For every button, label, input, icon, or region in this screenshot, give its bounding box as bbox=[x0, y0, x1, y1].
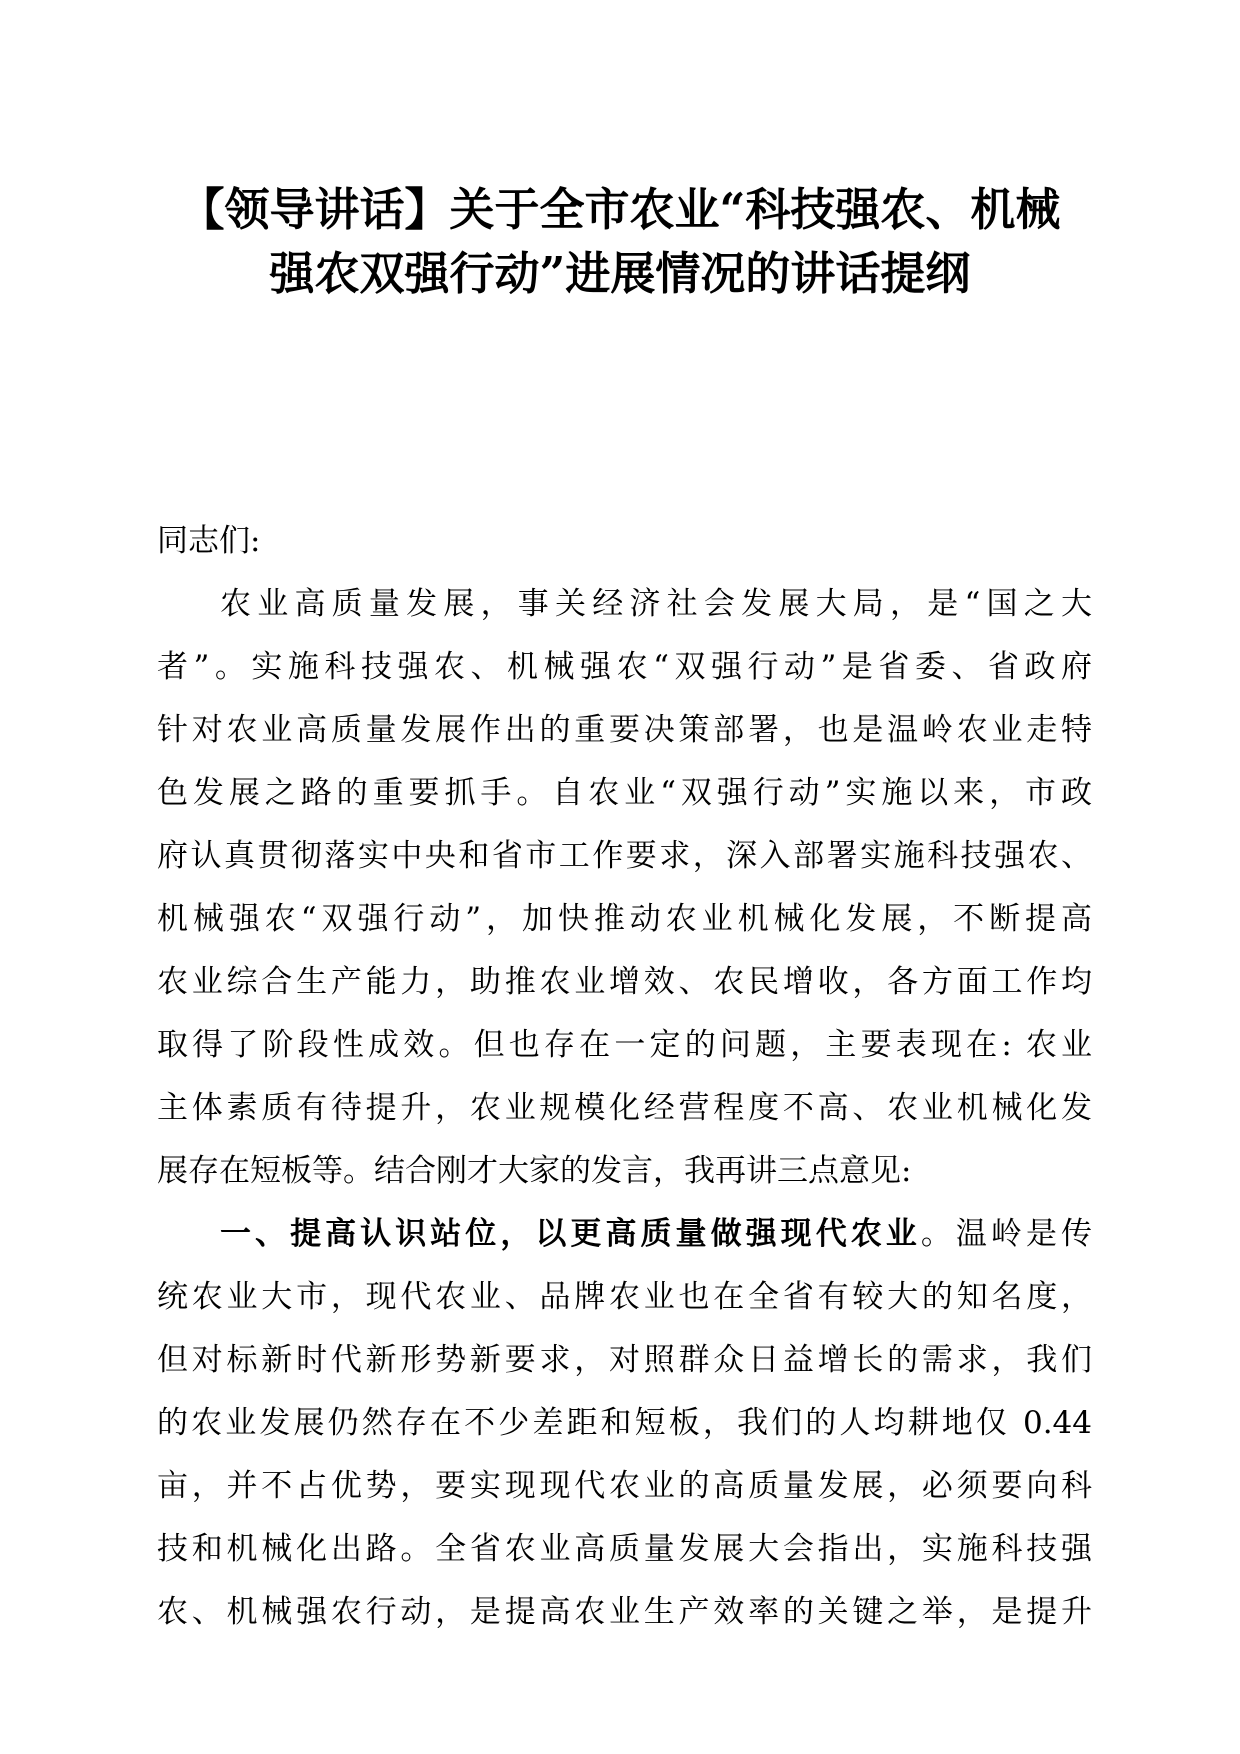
paragraph-line: 机械强农“双强行动”，加快推动农业机械化发展，不断提高 bbox=[157, 901, 1092, 937]
paragraph-line: 主体素质有待提升，农业规模化经营程度不高、农业机械化发 bbox=[157, 1090, 1092, 1126]
paragraph-line: 府认真贯彻落实中央和省市工作要求，深入部署实施科技强农、 bbox=[157, 838, 1092, 874]
paragraph-line: 展存在短板等。结合刚才大家的发言，我再讲三点意见: bbox=[157, 1153, 912, 1189]
paragraph-line: 技和机械化出路。全省农业高质量发展大会指出，实施科技强 bbox=[157, 1531, 1092, 1567]
paragraph-line: 亩，并不占优势，要实现现代农业的高质量发展，必须要向科 bbox=[157, 1468, 1092, 1504]
paragraph-line: 取得了阶段性成效。但也存在一定的问题，主要表现在: 农业 bbox=[157, 1027, 1092, 1063]
paragraph-intro bbox=[157, 573, 1092, 1203]
paragraph-line: 者”。实施科技强农、机械强农“双强行动”是省委、省政府 bbox=[157, 649, 1092, 685]
section-1 bbox=[157, 1203, 1092, 1644]
document-title bbox=[140, 178, 1100, 306]
paragraph-line: 的农业发展仍然存在不少差距和短板，我们的人均耕地仅 0.44 bbox=[157, 1405, 1092, 1441]
section-1-first-line bbox=[157, 1203, 1092, 1266]
title-line-2: 强农双强行动”进展情况的讲话提纲 bbox=[269, 247, 971, 300]
paragraph-line: 农业综合生产能力，助推农业增效、农民增收，各方面工作均 bbox=[157, 964, 1092, 1000]
paragraph-line: 针对农业高质量发展作出的重要决策部署，也是温岭农业走特 bbox=[157, 712, 1092, 748]
paragraph-line: 农、机械强农行动，是提高农业生产效率的关键之举，是提升 bbox=[157, 1594, 1092, 1630]
paragraph-line: 农业高质量发展，事关经济社会发展大局，是“国之大 bbox=[220, 586, 1092, 622]
section-1-first-line-rest: 。温岭是传 bbox=[920, 1216, 1092, 1252]
paragraph-line: 统农业大市，现代农业、品牌农业也在全省有较大的知名度， bbox=[157, 1279, 1092, 1315]
paragraph-line: 但对标新时代新形势新要求，对照群众日益增长的需求，我们 bbox=[157, 1342, 1092, 1378]
document-body bbox=[157, 510, 1092, 1644]
salutation: 同志们: bbox=[157, 523, 261, 559]
title-line-1: 【领导讲话】关于全市农业“科技强农、机械 bbox=[179, 183, 1061, 236]
paragraph-line: 色发展之路的重要抓手。自农业“双强行动”实施以来，市政 bbox=[157, 775, 1092, 811]
section-1-heading: 一、提高认识站位，以更高质量做强现代农业 bbox=[220, 1216, 921, 1252]
